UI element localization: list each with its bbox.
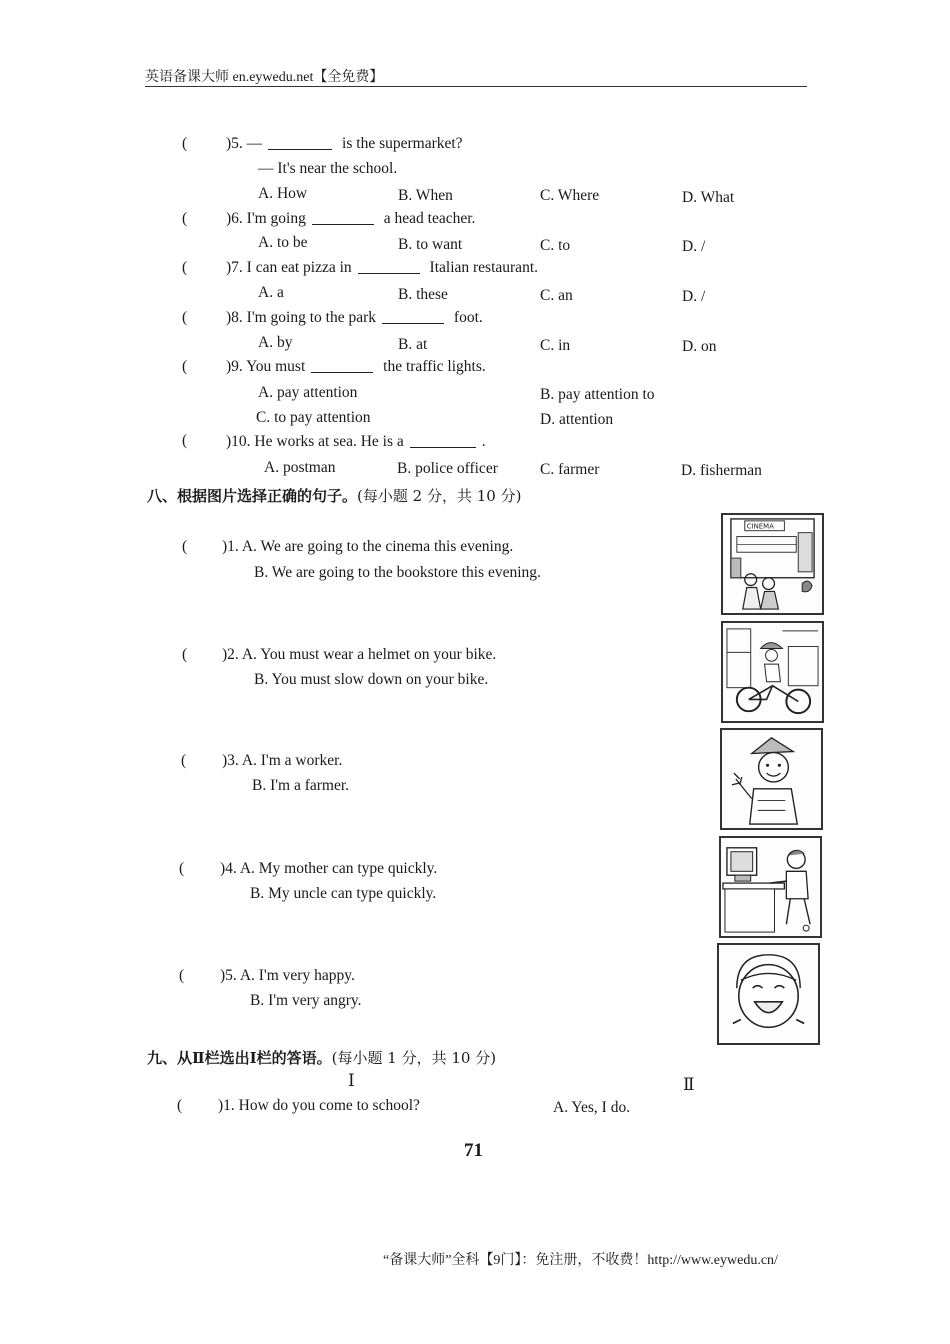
option-a: A. I'm a worker. — [241, 752, 343, 769]
option: C. in — [540, 337, 571, 354]
section-points: (每小题 2 分，共 10 分) — [357, 487, 522, 505]
man-typing-picture — [719, 836, 822, 938]
question-number: )5. — [220, 967, 237, 984]
question-stem-pre: He works at sea. He is a — [254, 433, 404, 450]
answer-paren: ( — [182, 309, 188, 326]
option-a: A. I'm very happy. — [239, 967, 355, 984]
question-stem-post: a head teacher. — [383, 210, 476, 227]
option-b: B. I'm a farmer. — [252, 777, 350, 794]
section-title: 八、根据图片选择正确的句子。 — [147, 487, 358, 505]
question-number: )1. — [218, 1097, 235, 1114]
happy-face-picture — [717, 943, 820, 1045]
answer-paren: ( — [182, 432, 188, 449]
site-footer: “备课大师”全科【9门】：免注册，不收费！http://www.eywedu.cn/ — [383, 1253, 778, 1268]
question-number: )10. — [226, 433, 251, 450]
question-stem-pre: I'm going to the park — [246, 309, 377, 326]
answer-paren: ( — [182, 358, 188, 375]
question-number: )3. — [222, 752, 239, 769]
option: D. What — [682, 189, 735, 206]
option: D. fisherman — [681, 462, 762, 479]
option-b: B. I'm very angry. — [250, 992, 362, 1009]
answer-blank — [311, 372, 373, 373]
answer-paren: ( — [182, 135, 188, 152]
header-rule — [145, 86, 807, 87]
option-b: B. My uncle can type quickly. — [250, 885, 437, 902]
svg-text:CINEMA: CINEMA — [746, 522, 774, 531]
option: B. at — [398, 336, 428, 353]
option: A. pay attention — [258, 384, 358, 401]
question-10 — [226, 433, 486, 451]
column-1-label: Ⅰ — [348, 1071, 355, 1090]
option: D. / — [682, 238, 706, 255]
option: A. How — [258, 185, 308, 202]
option: B. these — [398, 286, 448, 303]
question-stem-post: the traffic lights. — [383, 358, 486, 375]
question-9 — [226, 358, 486, 376]
match-question-1 — [218, 1097, 420, 1115]
answer-paren: ( — [177, 1097, 183, 1114]
question-number: )5. — [226, 135, 243, 152]
section-9-heading — [147, 1047, 496, 1068]
cyclist-helmet-picture — [721, 621, 824, 723]
question-stem-pre: I'm going — [246, 210, 306, 227]
option: B. When — [398, 187, 453, 204]
option: B. to want — [398, 236, 463, 253]
picture-question-3 — [222, 752, 342, 770]
answer-blank — [268, 149, 332, 150]
answer-paren: ( — [179, 860, 185, 877]
answer-blank — [358, 273, 420, 274]
question-number: )9. — [226, 358, 243, 375]
answer-blank — [410, 447, 476, 448]
picture-question-1 — [222, 538, 513, 556]
question-5-line2: — It's near the school. — [258, 160, 398, 177]
option: C. to — [540, 237, 571, 254]
option: D. attention — [540, 411, 614, 428]
section-points: (每小题 1 分，共 10 分) — [331, 1049, 497, 1067]
question-stem-post: is the supermarket? — [342, 135, 463, 152]
option: D. on — [682, 338, 717, 355]
question-number: )6. — [226, 210, 243, 227]
page-number: 71 — [464, 1140, 483, 1161]
option: C. farmer — [540, 461, 600, 478]
question-stem-pre: — — [246, 135, 263, 152]
question-stem-post: . — [481, 433, 486, 450]
question-8 — [226, 309, 483, 327]
section-title: 九、从Ⅱ栏选出Ⅰ栏的答语。 — [147, 1049, 332, 1067]
option: A. to be — [258, 234, 308, 251]
question-text: How do you come to school? — [238, 1097, 420, 1114]
answer-paren: ( — [182, 646, 188, 663]
answer-blank — [312, 224, 374, 225]
picture-question-2 — [222, 646, 496, 664]
question-number: )7. — [226, 259, 243, 276]
answer-paren: ( — [182, 538, 188, 555]
question-7 — [226, 259, 538, 277]
option: B. pay attention to — [540, 386, 655, 403]
question-stem-pre: I can eat pizza in — [246, 259, 352, 276]
question-stem-pre: You must — [246, 358, 306, 375]
option: D. / — [682, 288, 706, 305]
question-number: )8. — [226, 309, 243, 326]
cinema-picture — [721, 513, 824, 615]
option-b: B. You must slow down on your bike. — [254, 671, 489, 688]
answer-blank — [382, 323, 444, 324]
question-number: )1. — [222, 538, 239, 555]
option: C. to pay attention — [256, 409, 371, 426]
section-8-heading — [147, 485, 521, 506]
question-6 — [226, 210, 475, 228]
option-a: A. You must wear a helmet on your bike. — [241, 646, 497, 663]
answer-paren: ( — [181, 752, 187, 769]
option: A. a — [258, 284, 284, 301]
option: B. police officer — [397, 460, 498, 477]
question-stem-post: foot. — [453, 309, 483, 326]
answer-paren: ( — [182, 210, 188, 227]
option: C. an — [540, 287, 573, 304]
option-a: A. We are going to the cinema this evening. — [241, 538, 514, 555]
question-stem-post: Italian restaurant. — [429, 259, 538, 276]
answer-paren: ( — [182, 259, 188, 276]
column-2-label: Ⅱ — [683, 1075, 695, 1094]
option-b: B. We are going to the bookstore this evening. — [254, 564, 541, 581]
question-number: )2. — [222, 646, 239, 663]
question-number: )4. — [220, 860, 237, 877]
question-5 — [226, 135, 463, 153]
option: A. by — [258, 334, 293, 351]
farmer-picture — [720, 728, 823, 830]
picture-question-4 — [220, 860, 437, 878]
option-a: A. My mother can type quickly. — [239, 860, 438, 877]
option: C. Where — [540, 187, 600, 204]
site-header: 英语备课大师 en.eywedu.net【全免费】 — [145, 70, 384, 85]
answer-paren: ( — [179, 967, 185, 984]
match-answer-a: A. Yes, I do. — [553, 1099, 631, 1116]
picture-question-5 — [220, 967, 355, 985]
option: A. postman — [264, 459, 336, 476]
